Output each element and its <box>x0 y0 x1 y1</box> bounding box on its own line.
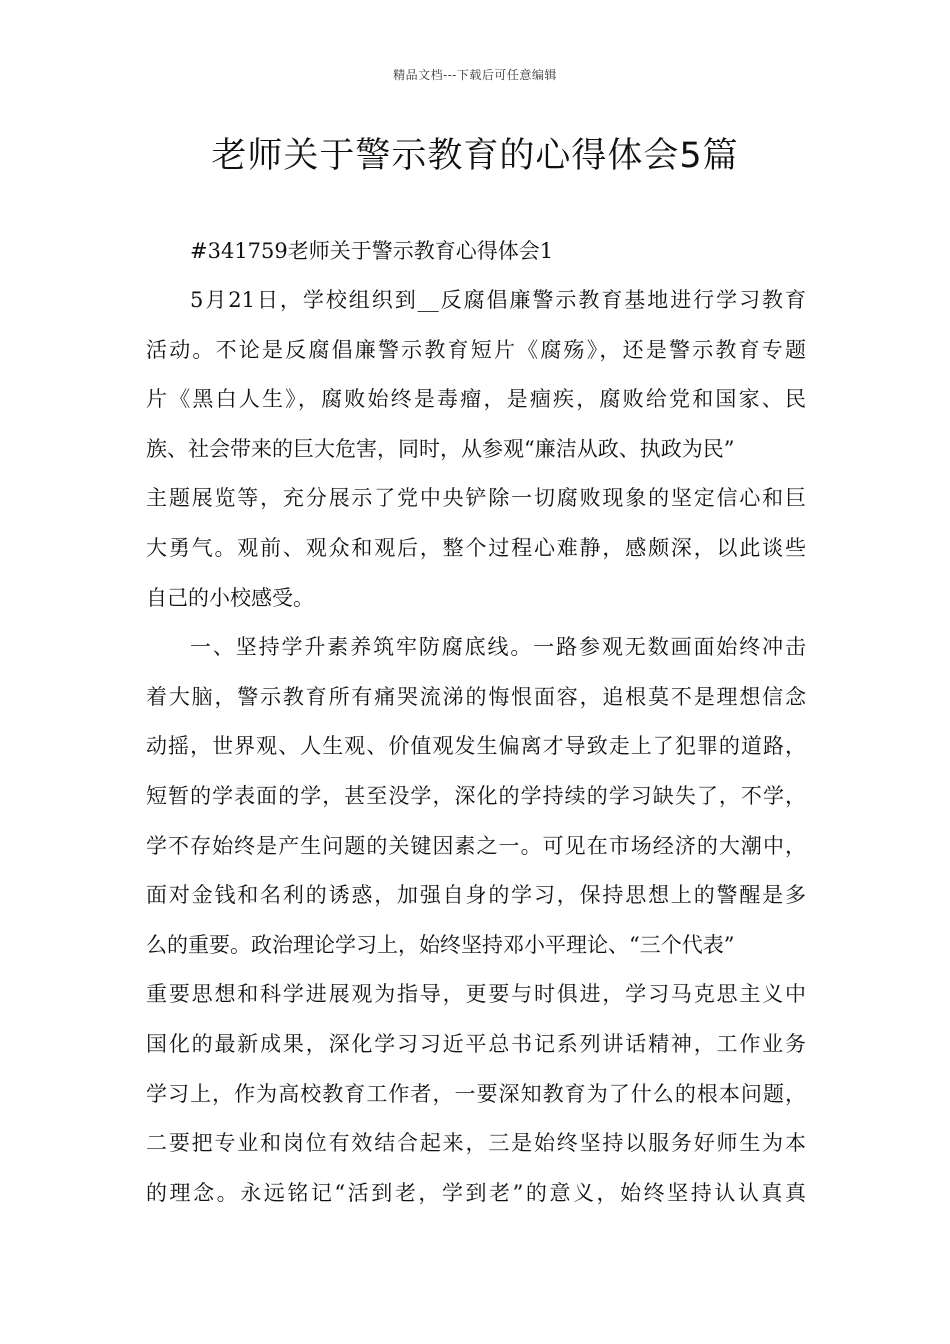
paragraph-line: 面对金钱和名利的诱惑，加强自身的学习，保持思想上的警醒是多 <box>146 883 806 908</box>
paragraph-line: 自己的小校感受。 <box>146 585 314 610</box>
paragraph-line: 主题展览等，充分展示了党中央铲除一切腐败现象的坚定信心和巨 <box>146 486 806 511</box>
paragraph-line: 短暂的学表面的学，甚至没学，深化的学持续的学习缺失了，不学， <box>146 783 806 808</box>
paragraph-line: 学不存始终是产生问题的关键因素之一。可见在市场经济的大潮中， <box>146 833 806 858</box>
paragraph-line: 族、社会带来的巨大危害，同时，从参观“廉洁从政、执政为民” <box>146 436 735 461</box>
paragraph-line: 活动。不论是反腐倡廉警示教育短片《腐殇》，还是警示教育专题 <box>146 337 806 362</box>
body-text <box>146 285 806 1227</box>
paragraph-line: 重要思想和科学进展观为指导，更要与时俱进，学习马克思主义中 <box>146 982 806 1007</box>
paragraph-line: 片《黑白人生》，腐败始终是毒瘤，是痼疾，腐败给党和国家、民 <box>146 387 806 412</box>
paragraph-line: 的理念。永远铭记“活到老，学到老”的意义，始终坚持认认真真 <box>146 1180 806 1205</box>
paragraph-line: 一、坚持学升素养筑牢防腐底线。一路参观无数画面始终冲击 <box>190 635 806 660</box>
paragraph-line: 5月21日，学校组织到__反腐倡廉警示教育基地进行学习教育 <box>190 288 806 312</box>
document-title: 老师关于警示教育的心得体会5篇 <box>211 136 739 176</box>
paragraph-line: 学习上，作为高校教育工作者，一要深知教育为了什么的根本问题， <box>146 1081 806 1106</box>
paragraph-line: 么的重要。政治理论学习上，始终坚持邓小平理论、“三个代表” <box>146 932 735 957</box>
paragraph-line: 国化的最新成果，深化学习习近平总书记系列讲话精神，工作业务 <box>146 1031 806 1056</box>
paragraph-line: 二要把专业和岗位有效结合起来，三是始终坚持以服务好师生为本 <box>146 1131 806 1156</box>
paragraph-line: 动摇，世界观、人生观、价值观发生偏离才导致走上了犯罪的道路， <box>146 734 806 759</box>
paragraph-line: 大勇气。观前、观众和观后，整个过程心难静，感颇深，以此谈些 <box>146 535 806 560</box>
header-note: 精品文档---下载后可任意编辑 <box>393 68 557 82</box>
paragraph-line: 着大脑，警示教育所有痛哭流涕的悔恨面容，追根莫不是理想信念 <box>146 684 806 709</box>
section-subheading: #341759老师关于警示教育心得体会1 <box>190 239 554 263</box>
